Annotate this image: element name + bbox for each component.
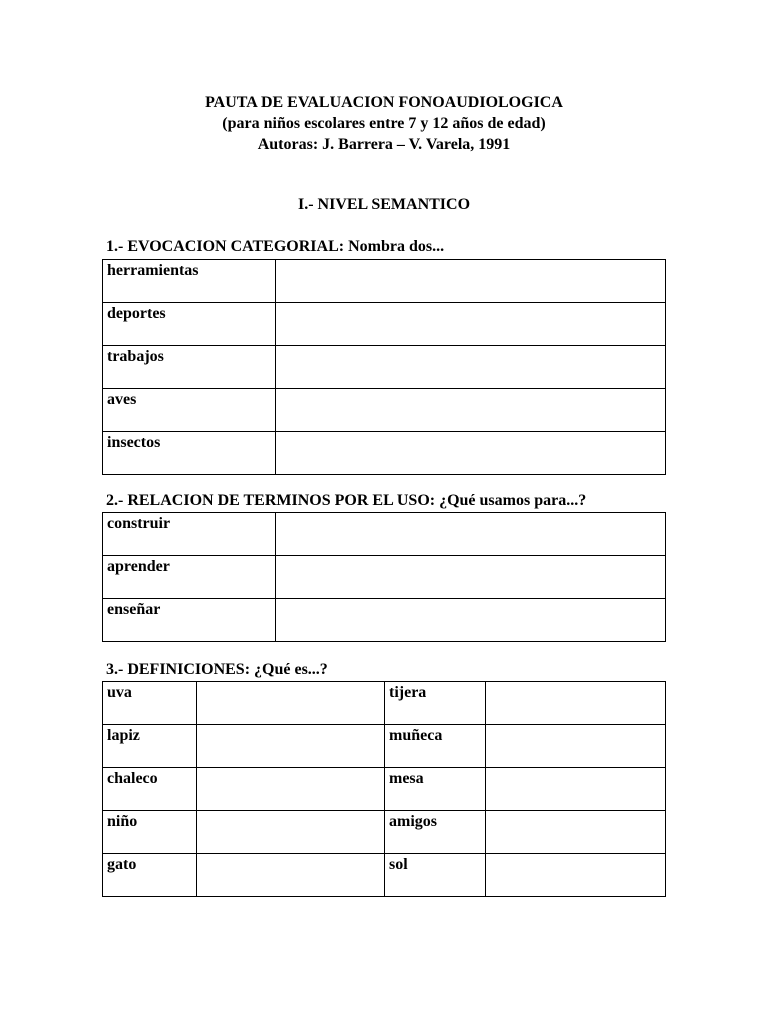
q3-table xyxy=(102,681,666,897)
q2-table xyxy=(102,512,666,642)
q1-answer-cell[interactable] xyxy=(276,389,666,432)
q3-answer-cell[interactable] xyxy=(197,854,385,897)
document-subtitle: (para niños escolares entre 7 y 12 años de edad) xyxy=(222,115,546,132)
q3-word-label: uva xyxy=(103,682,197,725)
q3-word-label: chaleco xyxy=(103,768,197,811)
q3-answer-cell[interactable] xyxy=(486,854,666,897)
q3-word-label: muñeca xyxy=(385,725,486,768)
q3-word-label: lapiz xyxy=(103,725,197,768)
document-authors: Autoras: J. Barrera – V. Varela, 1991 xyxy=(257,136,511,153)
q1-category-label: herramientas xyxy=(103,260,276,303)
section-title: I.- NIVEL SEMANTICO xyxy=(297,196,471,213)
q3-answer-cell[interactable] xyxy=(486,768,666,811)
q3-word-label: gato xyxy=(103,854,197,897)
q2-answer-cell[interactable] xyxy=(276,556,666,599)
q3-word-label: sol xyxy=(385,854,486,897)
q1-answer-cell[interactable] xyxy=(276,432,666,475)
table-row xyxy=(103,389,666,432)
q3-answer-cell[interactable] xyxy=(197,811,385,854)
q2-term-label: aprender xyxy=(103,556,276,599)
table-row xyxy=(103,432,666,475)
q1-table xyxy=(102,259,666,475)
q1-title: 1.- EVOCACION CATEGORIAL: Nombra dos... xyxy=(106,238,445,255)
table-row xyxy=(103,556,666,599)
table-row xyxy=(103,811,666,854)
q1-answer-cell[interactable] xyxy=(276,303,666,346)
document-title: PAUTA DE EVALUACION FONOAUDIOLOGICA xyxy=(205,94,563,111)
q1-answer-cell[interactable] xyxy=(276,260,666,303)
q2-answer-cell[interactable] xyxy=(276,599,666,642)
q3-answer-cell[interactable] xyxy=(197,768,385,811)
q3-answer-cell[interactable] xyxy=(486,682,666,725)
table-row xyxy=(103,682,666,725)
q1-category-label: aves xyxy=(103,389,276,432)
q3-answer-cell[interactable] xyxy=(197,682,385,725)
q1-category-label: deportes xyxy=(103,303,276,346)
document-header xyxy=(0,92,768,155)
q3-word-label: amigos xyxy=(385,811,486,854)
q3-word-label: tijera xyxy=(385,682,486,725)
q1-category-label: trabajos xyxy=(103,346,276,389)
table-row xyxy=(103,513,666,556)
q3-word-label: niño xyxy=(103,811,197,854)
q2-answer-cell[interactable] xyxy=(276,513,666,556)
q3-word-label: mesa xyxy=(385,768,486,811)
table-row xyxy=(103,303,666,346)
table-row xyxy=(103,599,666,642)
table-row xyxy=(103,725,666,768)
q1-category-label: insectos xyxy=(103,432,276,475)
table-row xyxy=(103,854,666,897)
q2-title: 2.- RELACION DE TERMINOS POR EL USO: ¿Qué usamos para...? xyxy=(106,492,587,509)
table-row xyxy=(103,768,666,811)
q3-answer-cell[interactable] xyxy=(197,725,385,768)
q3-answer-cell[interactable] xyxy=(486,811,666,854)
q2-term-label: construir xyxy=(103,513,276,556)
q3-title: 3.- DEFINICIONES: ¿Qué es...? xyxy=(106,661,328,678)
q1-answer-cell[interactable] xyxy=(276,346,666,389)
table-row xyxy=(103,260,666,303)
q3-answer-cell[interactable] xyxy=(486,725,666,768)
table-row xyxy=(103,346,666,389)
q2-term-label: enseñar xyxy=(103,599,276,642)
